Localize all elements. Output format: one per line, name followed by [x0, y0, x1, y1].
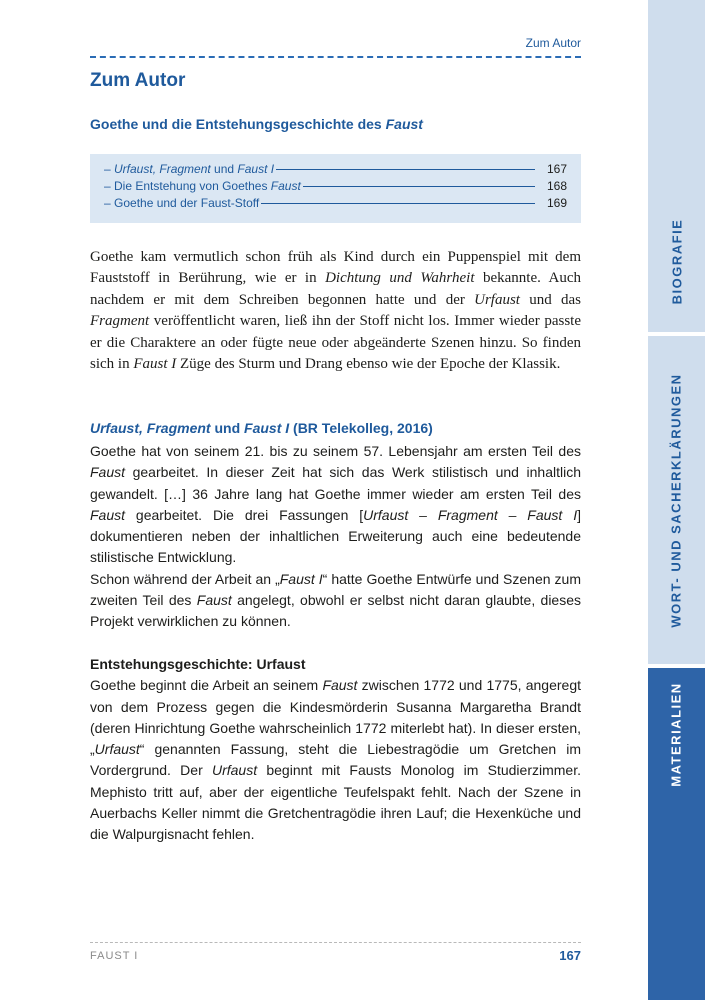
text-run: Urfaust — [211, 762, 258, 779]
text-run: und — [210, 420, 245, 436]
subtitle-emphasis: Faust — [385, 116, 423, 132]
quote-heading — [90, 420, 433, 436]
text-run: Urfaust — [94, 741, 140, 758]
text-run: Schon während der Arbeit an „ — [90, 570, 280, 587]
subsection-heading-text: Entstehungsgeschichte: Urfaust — [90, 656, 306, 672]
toc-text-part: Faust I — [237, 162, 275, 176]
toc-entry-title: – Goethe und der Faust-Stoff — [104, 196, 260, 210]
text-run: ] dokumentieren neben der inhaltlichen Erweiterung auch eine bedeutende stilistische Entwicklung. — [90, 506, 581, 566]
text-run: Faust I — [133, 356, 177, 373]
text-run: Faust — [90, 464, 126, 481]
toc-text-part: und — [210, 162, 238, 176]
page-number: 167 — [559, 948, 581, 963]
text-run: Züge des Sturm und Drang ebenso wie der Epoche der Klassik. — [176, 356, 561, 373]
toc-text-part: Die Entstehung von Goethes — [114, 179, 271, 193]
toc-entry[interactable] — [104, 179, 567, 196]
text-run: und das — [519, 291, 581, 308]
text-run: Goethe beginnt die Arbeit an seinem — [90, 677, 323, 694]
footer-divider — [90, 942, 581, 943]
text-run: Urfaust — [474, 291, 520, 308]
toc-entry-title: – Die Entstehung von Goethes Faust — [104, 179, 301, 193]
subsection-heading — [90, 654, 581, 675]
tab-wort-und-sacherklaerungen[interactable] — [648, 336, 705, 664]
tab-materialien[interactable] — [648, 668, 705, 1000]
quote-paragraph — [90, 569, 581, 633]
text-run: Goethe hat von seinem 21. bis zu seinem 57. Lebensjahr am ersten Teil des — [90, 443, 581, 459]
table-of-contents — [90, 154, 581, 223]
running-head: Zum Autor — [525, 36, 581, 50]
tab-label: BIOGRAFIE — [669, 218, 685, 304]
toc-entry-title: – Urfaust, Fragment und Faust I — [104, 162, 275, 176]
text-run: Faust — [90, 506, 126, 523]
toc-text-part: Goethe und der Faust-Stoff — [114, 196, 260, 210]
text-run: Fragment — [90, 313, 150, 330]
text-run: “ hatte Goethe Entwürfe und Szenen zum zweiten Teil des — [90, 570, 581, 609]
text-run: Urfaust, Fragment — [90, 420, 211, 436]
text-run: Faust — [196, 592, 232, 609]
toc-page-number: 169 — [546, 196, 567, 210]
text-run: Dichtung und Wahrheit — [325, 270, 475, 287]
tab-label: WORT- UND SACHERKLÄRUNGEN — [669, 372, 685, 628]
text-run: Faust I — [279, 570, 323, 587]
page-title: Zum Autor — [90, 70, 186, 91]
subtitle-text: Goethe und die Entstehungsgeschichte des — [90, 116, 386, 132]
text-run: Urfaust – Fragment – Faust I — [363, 506, 578, 523]
text-run: zwischen 1772 und 1775, angeregt von dem Prozess gegen die Kindesmörderin Susanna Margaretha Brandt (deren Hinrichtung Goethe wahrscheinlich 1772 miterlebt hat). In dieser ersten, „ — [90, 677, 581, 758]
toc-text-part: Urfaust, Fragment — [114, 162, 211, 176]
text-run: gearbeitet. In dieser Zeit hat sich das Werk stilistisch und inhaltlich gewandelt. […] 36 Jahre lang hat Goethe immer wieder am ersten Teil des — [90, 464, 581, 502]
toc-text-part: Faust — [270, 179, 301, 193]
text-run: (BR Telekolleg, 2016) — [289, 420, 433, 436]
toc-leader-line — [303, 186, 535, 187]
header-divider — [90, 56, 581, 58]
text-run: angelegt, obwohl er selbst nicht daran glaubte, dieses Projekt verwirklichen zu können. — [90, 592, 582, 630]
section-subtitle — [90, 116, 423, 132]
footer-book-title: FAUST I — [90, 950, 139, 962]
toc-leader-line — [276, 169, 535, 170]
text-run: Goethe kam vermutlich schon früh als Kind durch ein Puppenspiel mit dem Fauststoff in Berührung, wie er in — [90, 249, 581, 287]
toc-entry[interactable] — [104, 196, 567, 213]
text-run: “ genannten Fassung, steht die Liebestragödie um Gretchen im Vordergrund. Der — [90, 741, 581, 779]
toc-page-number: 167 — [546, 162, 567, 176]
toc-leader-line — [261, 203, 535, 204]
text-run: Faust I — [244, 420, 290, 436]
subsection-paragraph — [90, 675, 581, 845]
text-run: beginnt mit Fausts Monolog im Studierzimmer. Mephisto tritt auf, aber der eigentliche Teufelspakt fehlt. Nach der Szene in Auerbachs Keller nimmt die Gretchentragödie ihren Lauf; die Hexenküche und die Walpurgisnacht fehlen. — [90, 762, 581, 843]
subsection — [90, 654, 581, 846]
toc-page-number: 168 — [546, 179, 567, 193]
quote-body — [90, 441, 581, 633]
text-run: veröffentlicht waren, ließ ihn der Stoff nicht los. Immer wieder passte er die Charaktere an oder fügte neue oder abgeänderte Szenen hinzu. So finden sich in — [90, 313, 581, 373]
toc-entry[interactable] — [104, 162, 567, 179]
tab-biografie[interactable] — [648, 0, 705, 332]
text-run: bekannte. Auch nachdem er mit dem Schreiben begonnen hatte und der — [90, 270, 581, 308]
text-run: gearbeitet. Die drei Fassungen [ — [125, 506, 364, 523]
text-run: Faust — [322, 677, 358, 694]
quote-paragraph — [90, 441, 581, 569]
tab-label: MATERIALIEN — [669, 681, 684, 787]
intro-paragraph — [90, 247, 581, 375]
